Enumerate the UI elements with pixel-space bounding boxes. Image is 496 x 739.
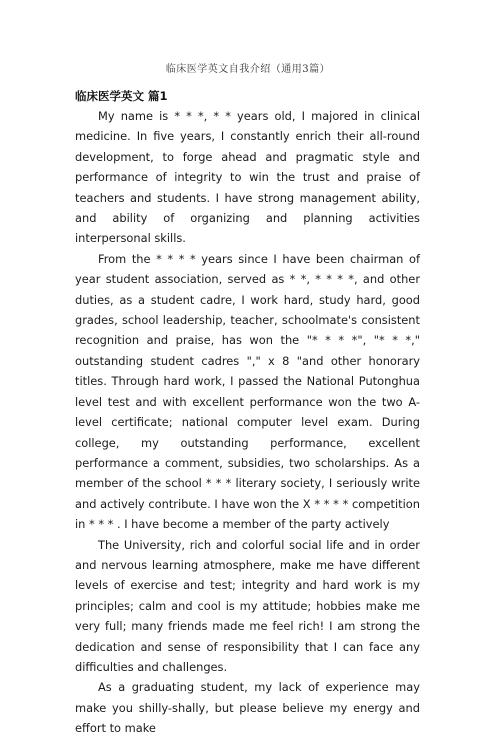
document-header: 临床医学英文自我介绍（通用3篇） xyxy=(165,64,331,75)
paragraph-3: The University, rich and colorful social life and in order and nervous learning atmosphere, make me have different levels of exercise and test; integrity and hard work is my principles; calm and cool is my attitude; hobbies make me very full; many friends made me feel rich! I am strong the dedication and sense of responsibility that I can face any difficulties and challenges. xyxy=(75,537,420,674)
document-body xyxy=(75,106,420,739)
paragraph-2: From the * * * * years since I have been chairman of year student association, served as * *, * * * *, and other duties, as a student cadre, I work hard, study hard, good grades, school leadership, teacher, schoolmate's consistent recognition and praise, has won the "* * * *", "* * *," outstanding student cadres "," x 8 "and other honorary titles. Through hard work, I passed the National Putonghua level test and with excellent performance won the two A-level certificate; national computer level exam. During college, my outstanding performance, excellent performance a comment, subsidies, two scholarships. As a member of the school * * * literary society, I seriously write and actively contribute. I have won the X * * * * competition in * * * . I have become a member of the party actively xyxy=(75,251,420,532)
paragraph-4: As a graduating student, my lack of experience may make you shilly-shally, but please believe my energy and effort to make xyxy=(75,680,420,736)
section-title: 临床医学英文 篇1 xyxy=(75,89,168,103)
paragraph-1: My name is * * *, * * years old, I majored in clinical medicine. In five years, I constantly enrich their all-round development, to forge ahead and pragmatic style and performance of integrity to win the trust and praise of teachers and students. I have strong management ability, and ability of organizing and planning activities interpersonal skills. xyxy=(75,109,420,246)
